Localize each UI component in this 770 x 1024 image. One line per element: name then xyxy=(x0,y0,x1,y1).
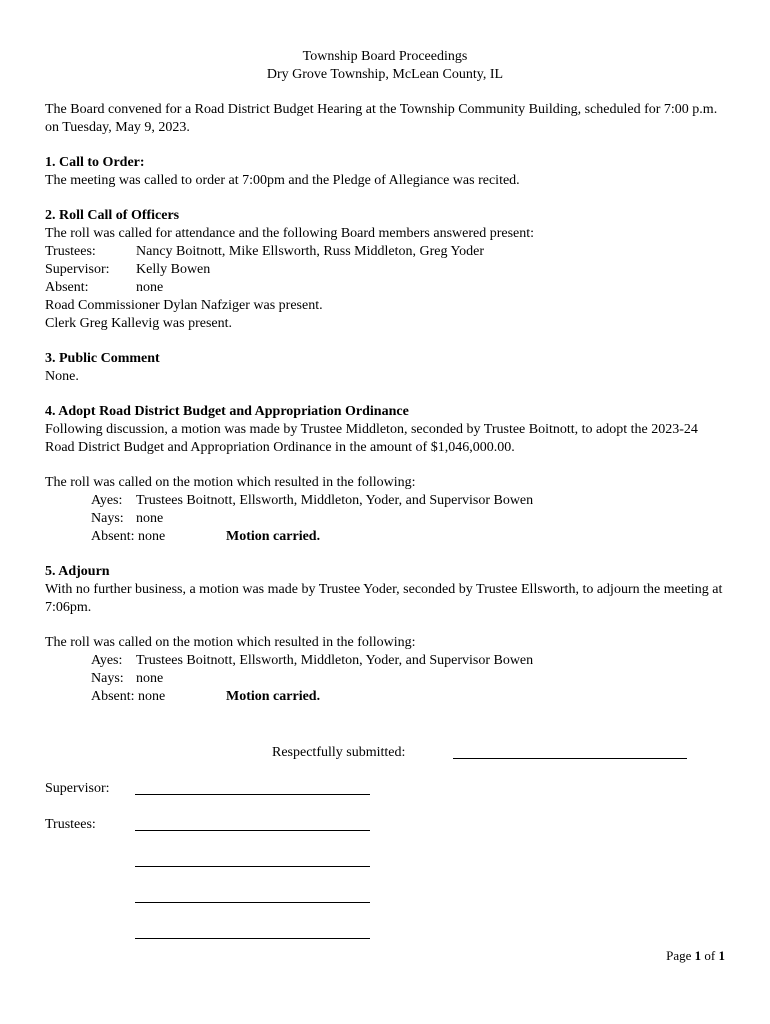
road-commissioner-text: Road Commissioner Dylan Nafziger was present. xyxy=(45,298,323,313)
page-total: 1 xyxy=(718,948,725,963)
nays-value: none xyxy=(136,671,164,686)
document-title: Township Board Proceedings xyxy=(302,49,468,64)
supervisor-label: Supervisor: xyxy=(45,262,110,277)
intro-paragraph: The Board convened for a Road District Budget Hearing at the Township Community Building, scheduled for 7:00 p.m. on Tuesday, May 9, 2023. xyxy=(45,102,718,135)
ayes-row xyxy=(45,492,725,510)
respectfully-submitted-signature-line xyxy=(453,746,687,759)
page-number xyxy=(666,948,725,964)
document-body xyxy=(45,48,725,706)
section-heading-call-to-order: 1. Call to Order: xyxy=(45,155,145,170)
motion-result: Motion carried. xyxy=(226,689,321,704)
supervisor-row xyxy=(45,261,725,279)
trustees-row xyxy=(45,243,725,261)
section-text-public-comment: None. xyxy=(45,369,79,384)
ayes-row xyxy=(45,652,725,670)
motion-result: Motion carried. xyxy=(226,529,321,544)
ayes-value: Trustees Boitnott, Ellsworth, Middleton, Yoder, and Supervisor Bowen xyxy=(136,493,534,508)
document-subtitle: Dry Grove Township, McLean County, IL xyxy=(266,67,504,82)
trustee-signature-line xyxy=(135,854,370,867)
section-heading-roll-call: 2. Roll Call of Officers xyxy=(45,208,180,223)
absent-text: Absent: none xyxy=(91,689,166,704)
nays-label: Nays: xyxy=(91,671,124,686)
absent-result-row xyxy=(45,528,725,546)
ayes-value: Trustees Boitnott, Ellsworth, Middleton, Yoder, and Supervisor Bowen xyxy=(136,653,534,668)
absent-row xyxy=(45,279,725,297)
absent-value: none xyxy=(136,280,164,295)
nays-row xyxy=(45,670,725,688)
nays-row xyxy=(45,510,725,528)
supervisor-value: Kelly Bowen xyxy=(136,262,211,277)
section-text-adopt-budget: Following discussion, a motion was made by Trustee Middleton, seconded by Trustee Boitnott, to adopt the 2023-24 Road District Budget and Appropriation Ordinance in the amount of $1,046,000.00. xyxy=(45,422,698,455)
page-of: of xyxy=(701,948,719,963)
trustee-signature-line xyxy=(135,926,370,939)
respectfully-submitted-label: Respectfully submitted: xyxy=(272,745,406,760)
section-heading-adopt-budget: 4. Adopt Road District Budget and Appropriation Ordinance xyxy=(45,404,409,419)
supervisor-signature-label: Supervisor: xyxy=(45,781,110,796)
page-prefix: Page xyxy=(666,948,695,963)
section-text-roll-call: The roll was called for attendance and the following Board members answered present: xyxy=(45,226,535,241)
trustee-signature-line xyxy=(135,890,370,903)
trustees-value: Nancy Boitnott, Mike Ellsworth, Russ Middleton, Greg Yoder xyxy=(136,244,485,259)
section-text-call-to-order: The meeting was called to order at 7:00pm and the Pledge of Allegiance was recited. xyxy=(45,173,520,188)
clerk-text: Clerk Greg Kallevig was present. xyxy=(45,316,232,331)
nays-value: none xyxy=(136,511,164,526)
roll-intro-adjourn: The roll was called on the motion which resulted in the following: xyxy=(45,635,416,650)
nays-label: Nays: xyxy=(91,511,124,526)
section-heading-adjourn: 5. Adjourn xyxy=(45,564,110,579)
ayes-label: Ayes: xyxy=(91,493,123,508)
supervisor-signature-line xyxy=(135,782,370,795)
trustees-signature-label: Trustees: xyxy=(45,817,96,832)
page-current: 1 xyxy=(694,948,702,963)
roll-intro-adopt-budget: The roll was called on the motion which resulted in the following: xyxy=(45,475,416,490)
section-heading-public-comment: 3. Public Comment xyxy=(45,351,160,366)
trustee-signature-line xyxy=(135,818,370,831)
absent-result-row xyxy=(45,688,725,706)
trustees-label: Trustees: xyxy=(45,244,96,259)
section-text-adjourn: With no further business, a motion was made by Trustee Yoder, seconded by Trustee Ellsworth, to adjourn the meeting at 7:06pm. xyxy=(45,582,723,615)
absent-text: Absent: none xyxy=(91,529,166,544)
ayes-label: Ayes: xyxy=(91,653,123,668)
absent-label: Absent: xyxy=(45,280,89,295)
